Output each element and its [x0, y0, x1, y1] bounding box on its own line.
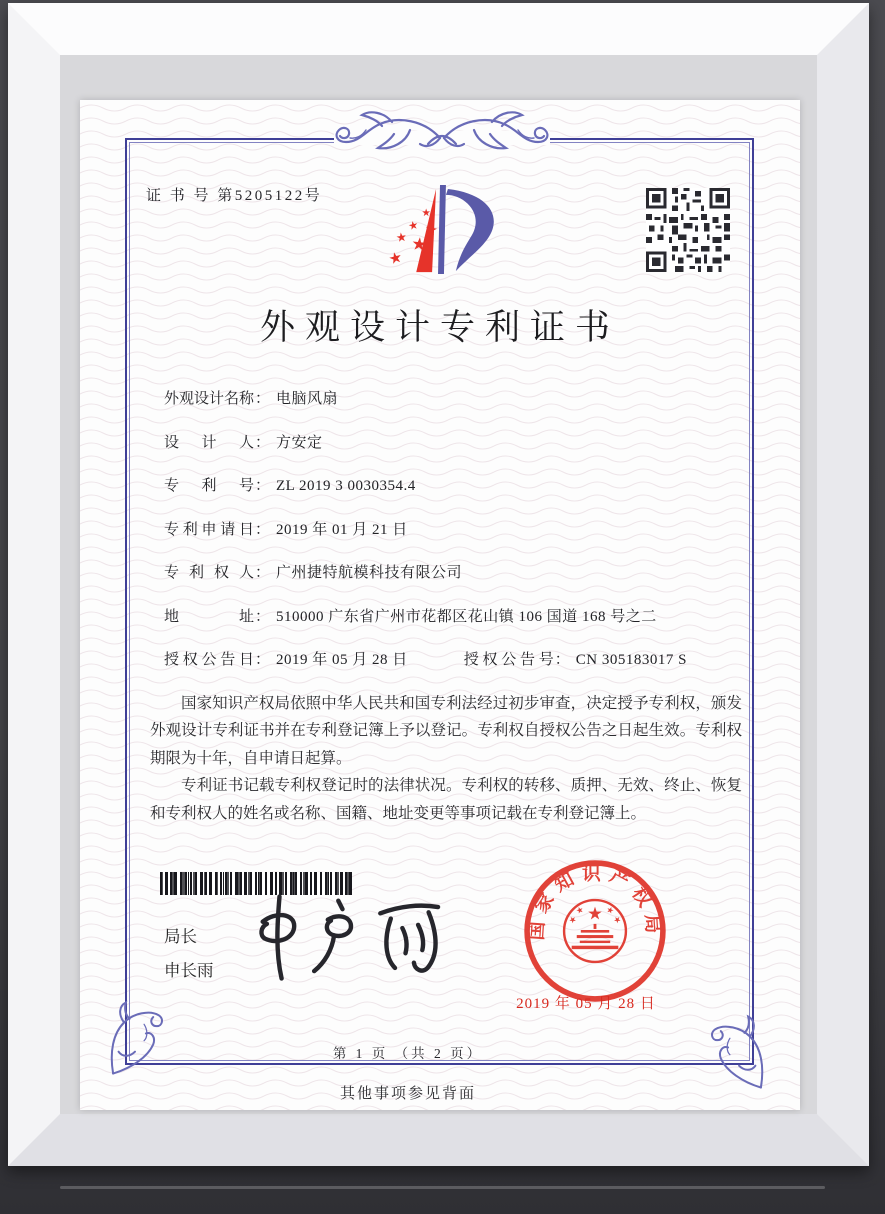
field-design-name: 外观设计名称： 电脑风扇: [164, 388, 730, 410]
field-value: 广州捷特航模科技有限公司: [276, 565, 463, 581]
field-label: 外观设计名称: [164, 391, 255, 407]
certificate-number: 证 书 号 第5205122号: [146, 188, 323, 204]
field-designer: 设计人： 方安定: [164, 432, 730, 454]
field-filing-date: 专利申请日： 2019 年 01 月 21 日: [164, 519, 730, 541]
field-address: 地址： 510000 广东省广州市花都区花山镇 106 国道 168 号之二: [164, 606, 730, 628]
official-seal: [521, 857, 669, 1005]
legal-paragraph-2: 专利证书记载专利权登记时的法律状况。专利权的转移、质押、无效、终止、恢复和专利权人的姓名或名称、国籍、地址变更等事项记载在专利登记簿上。: [150, 777, 742, 822]
bottom-left-flourish-icon: [104, 996, 186, 1080]
director-name: 申长雨: [164, 961, 214, 980]
field-value: 510000 广东省广州市花都区花山镇 106 国道 168 号之二: [276, 608, 657, 625]
certificate-page: [80, 100, 800, 1110]
field-value: 2019 年 05 月 28 日: [276, 652, 408, 668]
field-value: 电脑风扇: [276, 391, 339, 407]
field-patentee: 专利权人： 广州捷特航模科技有限公司: [164, 562, 730, 584]
field-label: 专利申请日: [164, 521, 254, 538]
legal-paragraph-1: 国家知识产权局依照中华人民共和国专利法经过初步审查，决定授予专利权，颁发外观设计专利证书并在专利登记簿上予以登记。专利权自授权公告之日起生效。专利权期限为十年，自申请日起算。: [150, 695, 742, 767]
field-grant-no: 授权公告号： CN 305183017 S: [463, 652, 687, 668]
field-label: 地址: [164, 608, 254, 625]
field-value: ZL 2019 3 0030354.4: [276, 478, 416, 494]
legal-text: [150, 690, 742, 827]
cnipa-logo-icon: [380, 185, 500, 279]
frame-reflection: [60, 1186, 825, 1189]
qr-code: [646, 188, 730, 272]
field-patent-no: 专利号： ZL 2019 3 0030354.4: [164, 475, 730, 497]
director-signature: [248, 890, 458, 985]
seal-text: 国家知识产权局: [526, 863, 664, 941]
field-value: 2019 年 01 月 21 日: [276, 521, 408, 538]
seal-date: 2019 年 05 月 28 日: [516, 996, 656, 1012]
page-number: 第 1 页 （共 2 页）: [332, 1046, 484, 1061]
bottom-right-flourish-icon: [688, 1010, 770, 1094]
field-label: 设计人: [164, 434, 254, 451]
field-value: 方安定: [276, 434, 323, 451]
certificate-title: 外观设计专利证书: [259, 308, 620, 347]
field-label: 专利号: [164, 478, 254, 494]
director-block: [164, 920, 214, 988]
field-label: 专利权人: [164, 565, 254, 581]
field-grant-row: 授权公告日： 2019 年 05 月 28 日 授权公告号： CN 305183017 S: [164, 649, 730, 671]
director-title: 局长: [164, 927, 197, 946]
national-emblem-icon: [564, 900, 626, 962]
field-list: [164, 388, 730, 693]
footer-note: 其他事项参见背面: [339, 1086, 476, 1102]
field-label: 授权公告日: [164, 652, 254, 668]
top-center-flourish-icon: [332, 108, 552, 168]
